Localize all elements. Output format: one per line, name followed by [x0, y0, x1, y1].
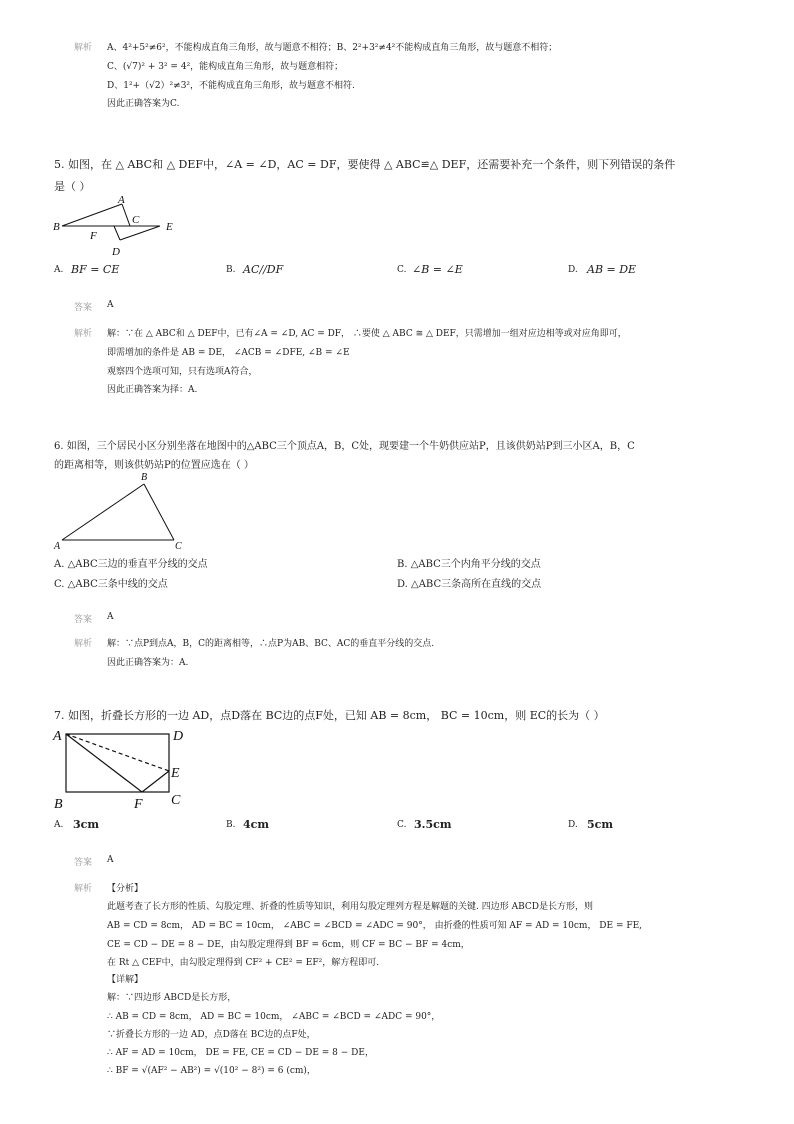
label-B: B: [141, 472, 148, 483]
option-d-letter: D.: [568, 265, 578, 275]
label-F: F: [90, 230, 97, 242]
q7-analysis-line: 【详解】: [107, 975, 144, 985]
q6-answer: A: [107, 612, 114, 622]
label-F: F: [134, 797, 143, 811]
label-D: D: [173, 729, 184, 744]
option-b[interactable]: B. △ABC三个内角平分线的交点: [397, 559, 541, 570]
q5-analysis-line: 即需增加的条件是 AB = DE， ∠ACB = ∠DFE, ∠B = ∠E: [107, 348, 350, 358]
q7-answer: A: [107, 855, 114, 865]
option-b[interactable]: 4cm: [243, 818, 269, 831]
q7-analysis-line: CE = CD − DE = 8 − DE，由勾股定理得到 BF = 6cm，则 CF = BC − BF = 4cm，: [107, 940, 470, 950]
label-C: C: [132, 214, 140, 226]
q6-analysis-line: 解：∵点P到点A，B，C的距离相等，∴点P为AB、BC、AC的垂直平分线的交点.: [107, 639, 435, 649]
option-a[interactable]: 3cm: [73, 818, 99, 831]
label-C: C: [171, 793, 181, 808]
option-c[interactable]: ∠B = ∠E: [412, 263, 463, 276]
option-b-letter: B.: [226, 820, 236, 830]
q7-figure: [52, 726, 202, 811]
option-a[interactable]: BF = CE: [71, 263, 120, 276]
q6-analysis-line: 因此正确答案为：A.: [107, 658, 189, 668]
q4-analysis-line: C、(√7)² + 3² = 4²，能构成直角三角形，故与题意相符；: [107, 62, 344, 72]
option-b-letter: B.: [226, 265, 236, 275]
label-A: A: [118, 194, 125, 206]
option-a[interactable]: A. △ABC三边的垂直平分线的交点: [54, 559, 208, 570]
label-C: C: [175, 541, 182, 550]
answer-label: 答案: [74, 858, 93, 868]
q7-analysis-line: 解：∵四边形 ABCD是长方形，: [107, 993, 237, 1003]
q5-analysis-line: 观察四个选项可知，只有选项A符合，: [107, 367, 258, 377]
q7-analysis-line: ∴ BF = √(AF² − AB²) = √(10² − 8²) = 6 (cm)，: [107, 1066, 316, 1076]
q7-analysis-line: AB = CD = 8cm， AD = BC = 10cm， ∠ABC = ∠BCD = ∠ADC = 90°， 由折叠的性质可知 AF = AD = 10cm， DE = FE,: [107, 921, 643, 931]
option-d[interactable]: D. △ABC三条高所在直线的交点: [397, 579, 542, 590]
label-A: A: [54, 541, 61, 550]
q7-analysis-line: 此题考查了长方形的性质、勾股定理、折叠的性质等知识，利用勾股定理列方程是解题的关键. 四边形 ABCD是长方形，则: [107, 902, 593, 912]
answer-label: 答案: [74, 303, 93, 313]
q5-answer: A: [107, 300, 114, 310]
q5-stem: 5. 如图，在 △ ABC和 △ DEF中，∠A = ∠D，AC = DF，要使得 △ ABC≌△ DEF，还需要补充一个条件，则下列错误的条件: [54, 158, 676, 171]
q5-stem: 是（ ）: [54, 180, 91, 193]
option-c[interactable]: C. △ABC三条中线的交点: [54, 579, 168, 590]
analysis-label: 解析: [74, 329, 93, 339]
option-c-letter: C.: [397, 820, 407, 830]
q4-analysis-line: D、1²+（√2）²≠3²，不能构成直角三角形，故与题意不相符.: [107, 81, 355, 91]
q4-analysis-line: A、4²+5²≠6²，不能构成直角三角形，故与题意不相符；B、2²+3²≠4²不能构成直角三角形，故与题意不相符；: [107, 43, 558, 53]
option-a-letter: A.: [54, 820, 64, 830]
label-B: B: [54, 797, 63, 811]
q7-analysis-line: ∴ AB = CD = 8cm， AD = BC = 10cm， ∠ABC = ∠BCD = ∠ADC = 90°，: [107, 1012, 441, 1022]
label-E: E: [166, 221, 173, 233]
label-E: E: [171, 766, 180, 781]
option-d-letter: D.: [568, 820, 578, 830]
analysis-label: 解析: [74, 43, 93, 53]
q7-analysis-line: 在 Rt △ CEF中，由勾股定理得到 CF² + CE² = EF²，解方程即可.: [107, 958, 380, 968]
label-B: B: [53, 221, 60, 233]
q6-stem: 6. 如图，三个居民小区分别坐落在地图中的△ABC三个顶点A，B，C处，现要建一个牛奶供应站P，且该供奶站P到三小区A，B，C: [54, 441, 635, 452]
option-b[interactable]: AC//DF: [243, 263, 284, 276]
option-d[interactable]: 5cm: [587, 818, 613, 831]
option-c-letter: C.: [397, 265, 407, 275]
q7-analysis-line: 【分析】: [107, 884, 144, 894]
answer-label: 答案: [74, 615, 93, 625]
option-c[interactable]: 3.5cm: [414, 818, 452, 831]
q6-stem: 的距离相等，则该供奶站P的位置应选在（ ）: [54, 460, 254, 471]
q7-analysis-line: ∵折叠长方形的一边 AD，点D落在 BC边的点F处，: [107, 1030, 316, 1040]
q7-stem: 7. 如图，折叠长方形的一边 AD，点D落在 BC边的点F处，已知 AB = 8cm， BC = 10cm，则 EC的长为（ ）: [54, 709, 605, 722]
q5-analysis-line: 解：∵在 △ ABC和 △ DEF中，已有∠A = ∠D, AC = DF， ∴要使 △ ABC ≅ △ DEF，只需增加一组对应边相等或对应角即可，: [107, 329, 627, 339]
q5-figure: [52, 192, 192, 262]
q4-analysis-line: 因此正确答案为C.: [107, 99, 180, 109]
option-d[interactable]: AB = DE: [587, 263, 637, 276]
q7-analysis-line: ∴ AF = AD = 10cm， DE = FE, CE = CD − DE = 8 − DE，: [107, 1048, 374, 1058]
q5-analysis-line: 因此正确答案为择：A.: [107, 385, 198, 395]
analysis-label: 解析: [74, 884, 93, 894]
q6-figure: [52, 470, 192, 550]
label-A: A: [53, 729, 62, 744]
option-a-letter: A.: [54, 265, 64, 275]
label-D: D: [112, 246, 120, 258]
analysis-label: 解析: [74, 639, 93, 649]
